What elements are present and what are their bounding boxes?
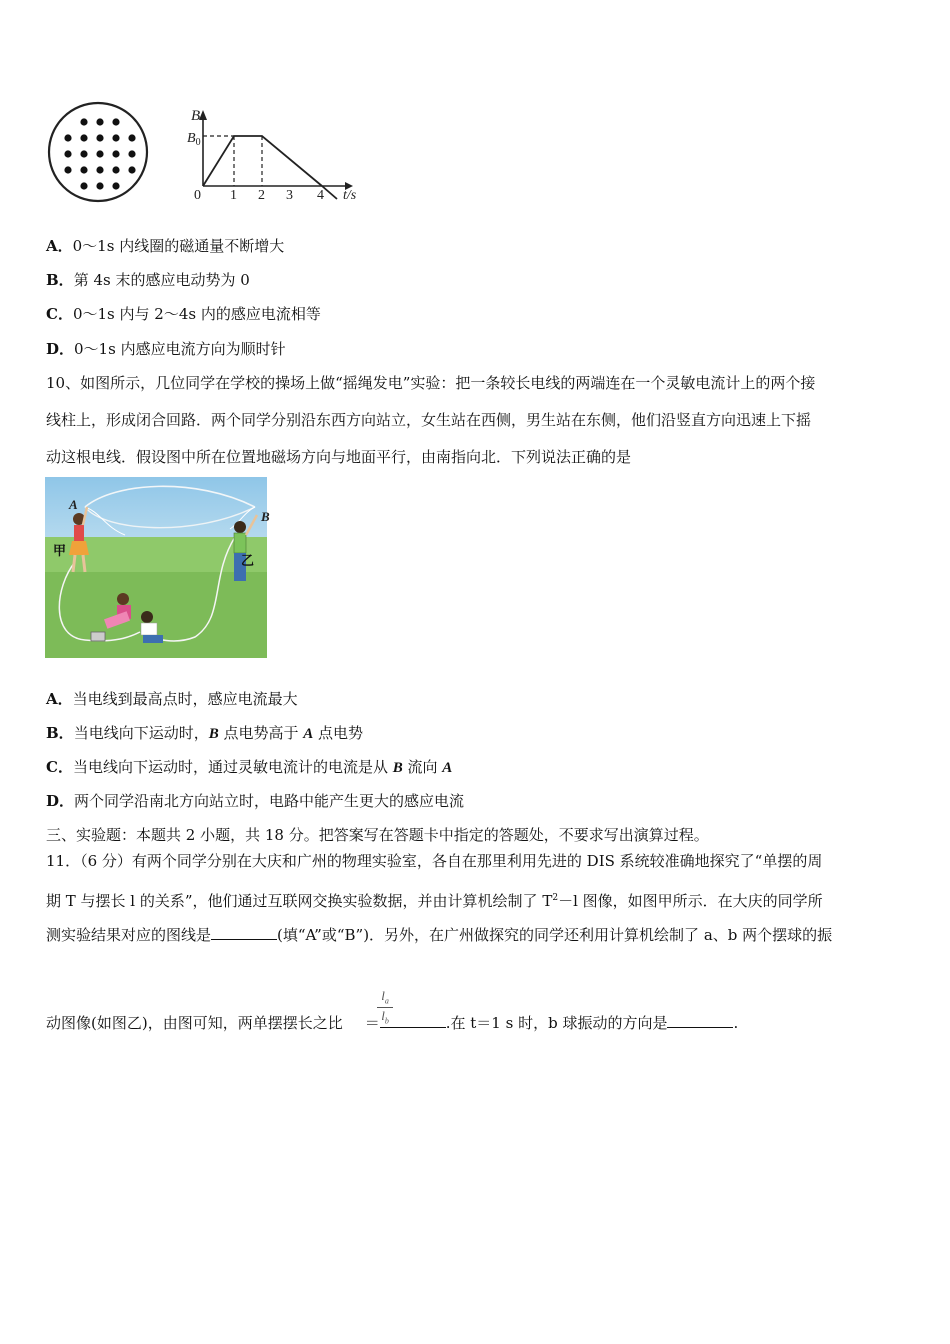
- tick-3: 3: [286, 188, 293, 203]
- tick-4: 4: [317, 188, 324, 203]
- q10-stem-line-3: 动这根电线．假设图中所在位置地磁场方向与地面平行，由南指向北．下列说法正确的是: [46, 448, 632, 466]
- point-a-label: A: [69, 497, 78, 512]
- field-dot: [128, 134, 135, 141]
- b0-label: $B_0$: [187, 131, 201, 148]
- field-dot: [112, 150, 119, 157]
- coil-figure: [46, 100, 156, 208]
- q9-option-a: A．0～1s 内线圈的磁通量不断增大: [46, 237, 285, 255]
- q11-line-3: 测实验结果对应的图线是 (填“A”或“B”)．另外，在广州做探究的同学还利用计算机绘制了 a、b 两个摆球的振: [46, 926, 833, 944]
- field-dot: [64, 134, 71, 141]
- rope-generator-illustration: [45, 477, 270, 658]
- field-dot: [112, 166, 119, 173]
- answer-blank-3[interactable]: [667, 1013, 733, 1028]
- q10-option-c: C．当电线向下运动时，通过灵敏电流计的电流是从 B 流向 A: [46, 758, 453, 776]
- field-dot: [112, 118, 119, 125]
- q10-option-b: B．当电线向下运动时，B 点电势高于 A 点电势: [46, 724, 364, 742]
- field-dot: [112, 134, 119, 141]
- origin-label: 0: [194, 188, 201, 203]
- field-dot: [128, 150, 135, 157]
- x-axis-label: t/s: [343, 188, 357, 203]
- field-dot: [96, 150, 103, 157]
- point-b-label: B: [261, 509, 270, 524]
- b-t-graph: [185, 100, 375, 208]
- answer-blank-2[interactable]: [380, 1013, 446, 1028]
- field-dot: [96, 134, 103, 141]
- field-dot: [96, 182, 103, 189]
- field-dot: [80, 166, 87, 173]
- field-dot: [112, 182, 119, 189]
- q9-option-b: B．第 4s 末的感应电动势为 0: [46, 271, 250, 289]
- section-3-heading: 三、实验题：本题共 2 小题，共 18 分。把答案写在答题卡中指定的答题处，不要求写出演算过程。: [46, 826, 709, 844]
- field-dot: [80, 118, 87, 125]
- q11-line-4: 动图像(如图乙)，由图可知，两单摆摆长之比 ＝ .在 t＝1 s 时，b 球振动的方向是 .: [46, 1014, 739, 1032]
- field-dot: [64, 166, 71, 173]
- field-dot: [80, 150, 87, 157]
- field-dot: [96, 118, 103, 125]
- yi-label: 乙: [241, 554, 255, 569]
- q10-option-d: D．两个同学沿南北方向站立时，电路中能产生更大的感应电流: [46, 792, 465, 810]
- tick-2: 2: [258, 188, 265, 203]
- q10-option-a: A．当电线到最高点时，感应电流最大: [46, 690, 298, 708]
- field-dot: [80, 134, 87, 141]
- q10-stem-line-1: 10、如图所示，几位同学在学校的操场上做“摇绳发电”实验：把一条较长电线的两端连在一个灵敏电流计上的两个接: [46, 374, 816, 392]
- field-dot: [96, 166, 103, 173]
- field-dot: [80, 182, 87, 189]
- q9-option-d: D．0～1s 内感应电流方向为顺时针: [46, 340, 286, 358]
- y-axis-label: B: [191, 108, 201, 124]
- length-ratio-fraction: $\frac{l_a}{l_b}$: [377, 988, 393, 1025]
- q10-stem-line-2: 线柱上，形成闭合回路．两个同学分别沿东西方向站立，女生站在西侧，男生站在东侧，他们沿竖直方向迅速上下摇: [46, 411, 812, 429]
- y-arrow: [199, 110, 207, 120]
- tick-1: 1: [230, 188, 237, 203]
- q11-line-2: 期 T 与摆长 l 的关系”，他们通过互联网交换实验数据，并由计算机绘制了 $T^2-l$ 图像，如图甲所示．在大庆的同学所: [46, 892, 823, 910]
- field-dot: [128, 166, 135, 173]
- b-curve-extension: [322, 186, 337, 199]
- q9-option-c: C．0～1s 内与 2～4s 内的感应电流相等: [46, 305, 321, 323]
- jia-label: 甲: [53, 544, 67, 559]
- answer-blank-1[interactable]: [211, 925, 277, 940]
- field-dot: [64, 150, 71, 157]
- q11-line-1: 11．（6 分）有两个同学分别在大庆和广州的物理实验室，各自在那里利用先进的 DIS 系统较准确地探究了“单摆的周: [46, 852, 823, 870]
